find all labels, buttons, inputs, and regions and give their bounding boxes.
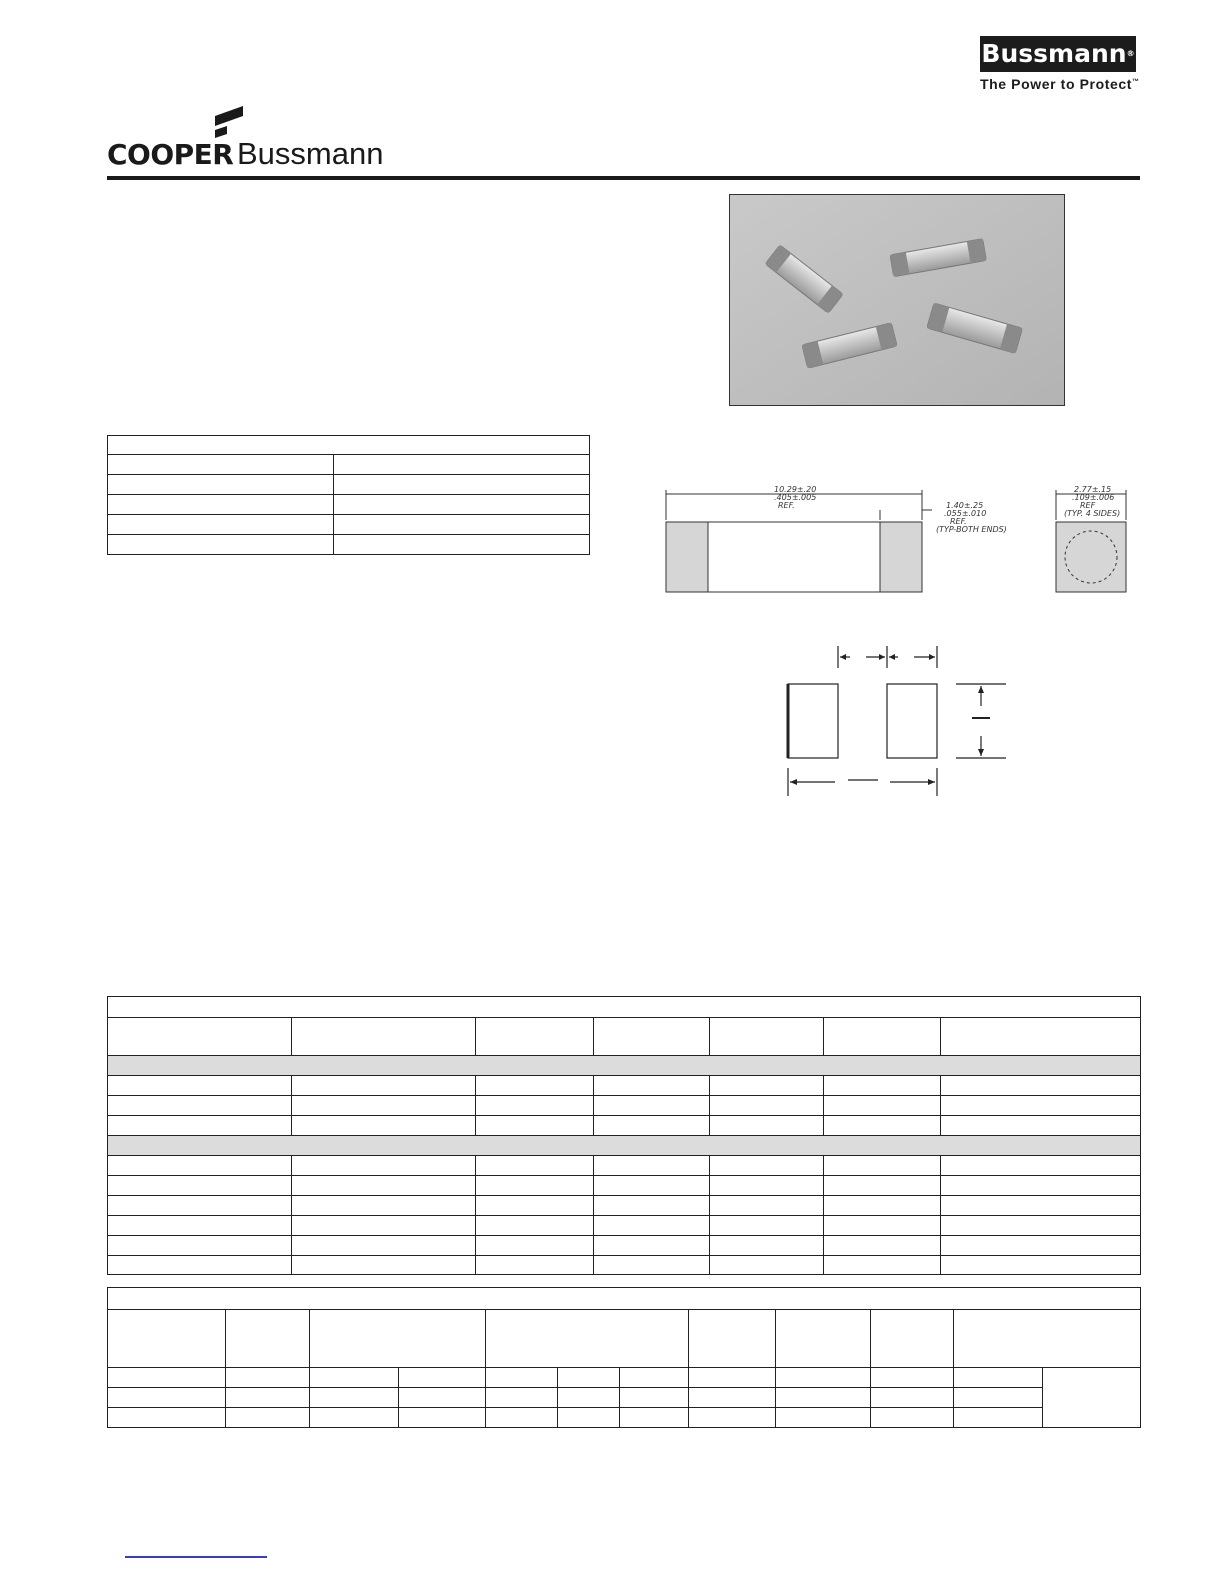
spec-cell [108, 515, 334, 535]
catalog-header-cell [710, 1018, 824, 1056]
tagline-text: The Power to Protect [980, 76, 1133, 92]
logo-bussmann: Bussmann [237, 136, 384, 171]
side-label: 2.77±.15 [1074, 485, 1112, 494]
logo-cooper: COOPER [107, 138, 234, 171]
catalog-header-cell [108, 1018, 292, 1056]
spec-cell [108, 475, 334, 495]
catalog-header-cell [476, 1018, 594, 1056]
table-row [108, 1408, 1141, 1428]
footer-link-underline[interactable] [125, 1556, 267, 1558]
spec-table [107, 435, 590, 555]
packaging-header-cell [954, 1310, 1141, 1368]
packaging-header-cell [776, 1310, 871, 1368]
packaging-header-cell [108, 1310, 226, 1368]
table-row [108, 1096, 1141, 1116]
packaging-table [107, 1287, 1141, 1428]
table-row [108, 1196, 1141, 1216]
table-row [108, 1368, 1141, 1388]
spec-cell [334, 495, 590, 515]
catalog-section-band [108, 1136, 1141, 1156]
table-row [108, 1388, 1141, 1408]
catalog-header-cell [292, 1018, 476, 1056]
header-rule [107, 176, 1140, 180]
packaging-header-cell [310, 1310, 486, 1368]
table-row [108, 1256, 1141, 1275]
spec-cell [334, 515, 590, 535]
end-label-in: .055±.010 [944, 509, 987, 518]
length-ref: REF. [778, 501, 795, 510]
catalog-table-title [108, 997, 1141, 1018]
spec-cell [108, 455, 334, 475]
table-row [108, 1156, 1141, 1176]
end-label: 1.40±.25 [946, 501, 984, 510]
catalog-table [107, 996, 1141, 1275]
catalog-section-band [108, 1056, 1141, 1076]
packaging-header-cell [689, 1310, 776, 1368]
packaging-table-title [108, 1288, 1141, 1310]
dimension-drawing [660, 480, 1140, 610]
brand-tagline: The Power to Protect™ [980, 76, 1140, 92]
table-row [108, 1176, 1141, 1196]
catalog-header-cell [941, 1018, 1141, 1056]
end-note: (TYP-BOTH ENDS) [936, 525, 1007, 534]
bussmann-badge: Bussmann® [980, 36, 1136, 72]
packaging-header-cell [226, 1310, 310, 1368]
end-ref: REF. [950, 517, 967, 526]
packaging-header-cell [486, 1310, 689, 1368]
table-row [108, 1216, 1141, 1236]
spec-cell [334, 475, 590, 495]
side-label-in: .109±.006 [1072, 493, 1115, 502]
length-label-in: .405±.005 [774, 493, 817, 502]
table-row [108, 1076, 1141, 1096]
packaging-header-cell [871, 1310, 954, 1368]
length-label: 10.29±.20 [774, 485, 817, 494]
catalog-header-cell [594, 1018, 710, 1056]
catalog-header-cell [824, 1018, 941, 1056]
spec-cell [108, 495, 334, 515]
badge-text: Bussmann [981, 39, 1127, 68]
spec-cell [334, 455, 590, 475]
fuse-photo-illustration [730, 195, 1065, 406]
product-photo [729, 194, 1065, 406]
pad-layout-drawing [780, 640, 1020, 800]
side-note: (TYP. 4 SIDES) [1064, 509, 1121, 518]
side-ref: REF [1080, 501, 1096, 510]
table-row [108, 1236, 1141, 1256]
spec-table-header [108, 436, 590, 455]
table-row [108, 1116, 1141, 1136]
packaging-merged-cell [1043, 1368, 1141, 1428]
spec-cell [108, 535, 334, 555]
spec-cell [334, 535, 590, 555]
